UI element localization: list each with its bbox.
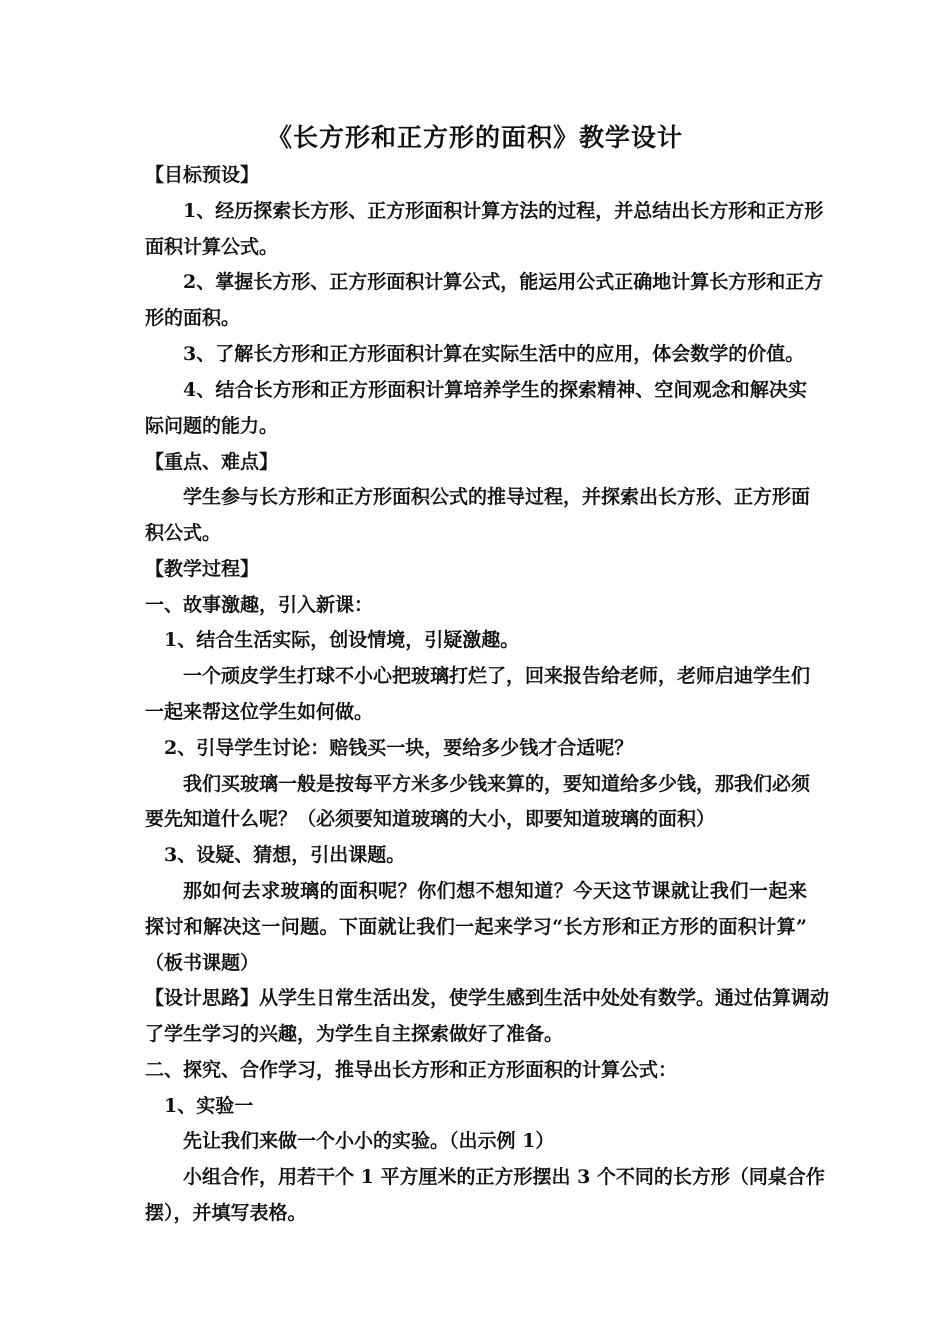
subsection-heading: 一、故事激趣，引入新课： — [145, 594, 374, 616]
paragraph-line: 1、经历探索长方形、正方形面积计算方法的过程，并总结出长方形和正方形 — [183, 200, 824, 222]
paragraph-line: 探讨和解决这一问题。下面就让我们一起来学习“长方形和正方形的面积计算” — [145, 916, 807, 938]
paragraph-line: 我们买玻璃一般是按每平方米多少钱来算的，要知道给多少钱，那我们必须 — [183, 773, 811, 795]
list-item: 3、设疑、猜想，引出课题。 — [164, 844, 406, 866]
paragraph-line: 4、结合长方形和正方形面积计算培养学生的探索精神、空间观念和解决实 — [183, 379, 807, 401]
paragraph-line: 面积计算公式。 — [145, 236, 279, 258]
design-idea-line: 了学生学习的兴趣，为学生自主探索做好了准备。 — [145, 1023, 564, 1045]
paragraph-line: 摆），并填写表格。 — [145, 1202, 307, 1224]
list-item: 1、结合生活实际，创设情境，引疑激趣。 — [164, 629, 520, 651]
paragraph-line: （板书课题） — [145, 952, 260, 974]
paragraph-line: 际问题的能力。 — [145, 415, 279, 437]
list-item: 2、引导学生讨论：赔钱买一块，要给多少钱才合适呢？ — [164, 737, 634, 759]
section-heading-goals: 【目标预设】 — [145, 164, 260, 186]
paragraph-line: 学生参与长方形和正方形面积公式的推导过程，并探索出长方形、正方形面 — [183, 486, 811, 508]
paragraph-line: 要先知道什么呢？（必须要知道玻璃的大小，即要知道玻璃的面积） — [145, 808, 716, 830]
paragraph-line: 一起来帮这位学生如何做。 — [145, 701, 374, 723]
paragraph-line: 先让我们来做一个小小的实验。（出示例 1） — [183, 1130, 555, 1152]
design-idea-line: 【设计思路】从学生日常生活出发，使学生感到生活中处处有数学。通过估算调动 — [145, 987, 830, 1009]
paragraph-line: 那如何去求玻璃的面积呢？你们想不想知道？今天这节课就让我们一起来 — [183, 880, 807, 902]
paragraph-line: 积公式。 — [145, 522, 222, 544]
paragraph-line: 3、了解长方形和正方形面积计算在实际生活中的应用，体会数学的价值。 — [183, 343, 805, 365]
paragraph-line: 一个顽皮学生打球不小心把玻璃打烂了，回来报告给老师，老师启迪学生们 — [183, 665, 811, 687]
page-title: 《长方形和正方形的面积》教学设计 — [266, 123, 683, 152]
list-item: 1、实验一 — [164, 1095, 254, 1117]
subsection-heading: 二、探究、合作学习，推导出长方形和正方形面积的计算公式： — [145, 1059, 678, 1081]
paragraph-line: 2、掌握长方形、正方形面积计算公式，能运用公式正确地计算长方形和正方 — [183, 271, 824, 293]
paragraph-line: 小组合作，用若干个 1 平方厘米的正方形摆出 3 个不同的长方形（同桌合作 — [183, 1166, 825, 1188]
section-heading-key-points: 【重点、难点】 — [145, 451, 279, 473]
section-heading-process: 【教学过程】 — [145, 558, 260, 580]
paragraph-line: 形的面积。 — [145, 307, 241, 329]
